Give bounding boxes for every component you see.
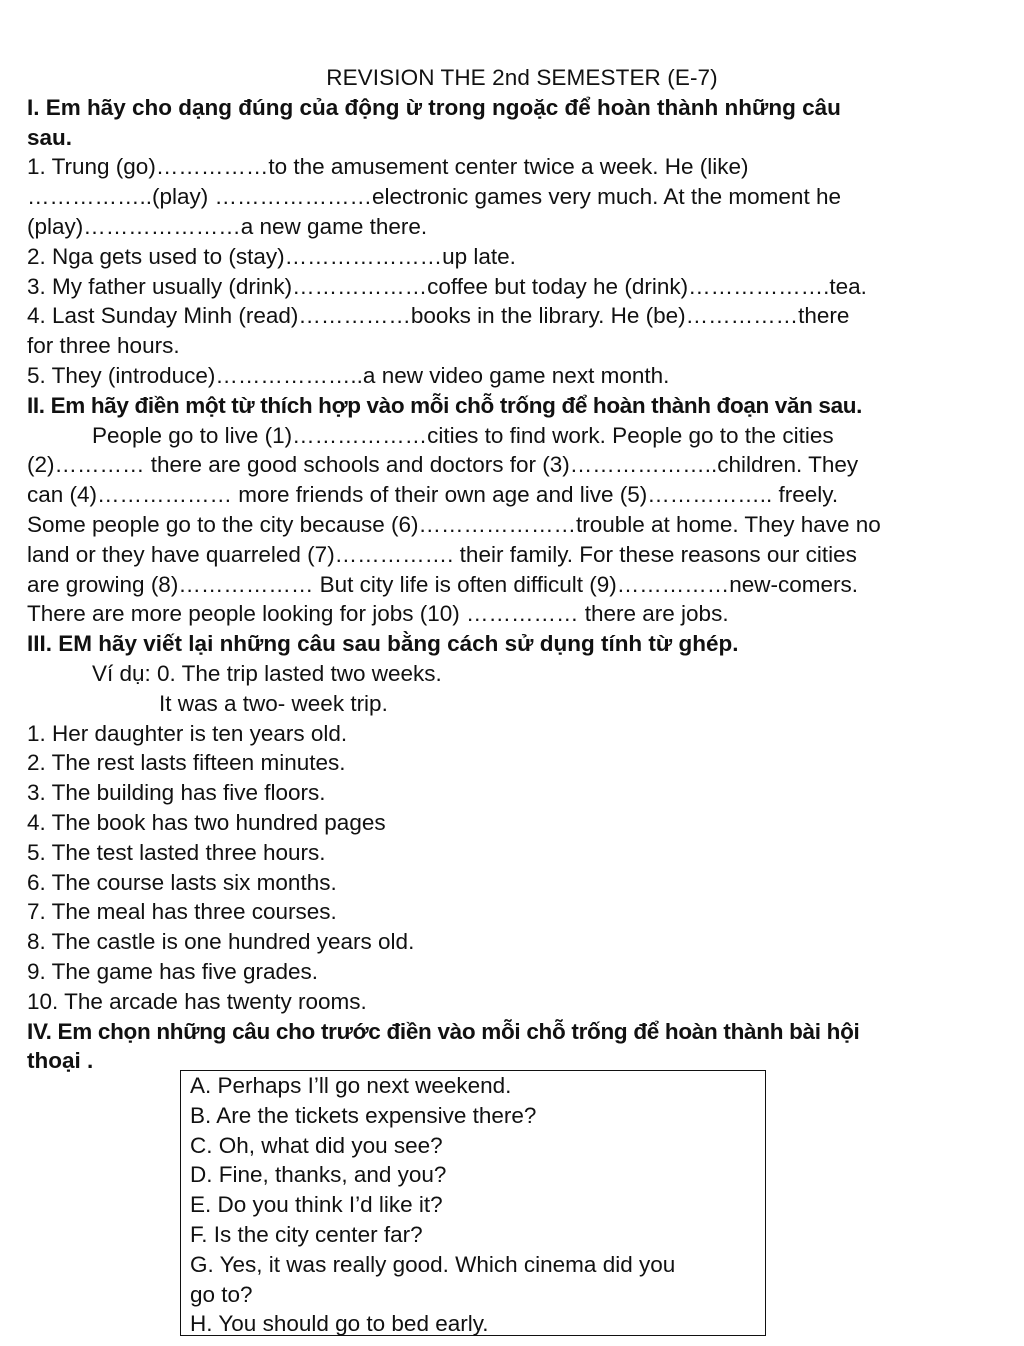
exercise-line: 5. They (introduce)………………..a new video game next month.: [27, 362, 670, 388]
section-2-heading: II. Em hãy điền một từ thích hợp vào mỗi chỗ trống để hoàn thành đoạn văn sau.: [27, 392, 863, 418]
rewrite-item: 10. The arcade has twenty rooms.: [27, 988, 367, 1014]
exercise-line: 3. My father usually (drink)………………coffee but today he (drink)……………….tea.: [27, 273, 867, 299]
paragraph-line: can (4)……………… more friends of their own age and live (5)…………….. freely.: [27, 482, 839, 508]
options-box: [180, 1070, 766, 1336]
exercise-line: 4. Last Sunday Minh (read)……………books in the library. He (be)……………there: [27, 303, 850, 329]
rewrite-item: 5. The test lasted three hours.: [27, 839, 326, 865]
paragraph-line: are growing (8)……………… But city life is often difficult (9)……………new-comers.: [27, 571, 859, 597]
section-2: [27, 391, 1017, 629]
rewrite-item: 7. The meal has three courses.: [27, 899, 337, 925]
option-e: E. Do you think I’d like it?: [190, 1192, 443, 1218]
option-f: F. Is the city center far?: [190, 1221, 423, 1247]
section-4-heading: IV. Em chọn những câu cho trước điền vào mỗi chỗ trống để hoàn thành bài hội: [27, 1018, 860, 1044]
section-3: [27, 629, 1017, 1016]
rewrite-item: 6. The course lasts six months.: [27, 869, 337, 895]
option-c: C. Oh, what did you see?: [190, 1132, 443, 1158]
paragraph-line: (2)………… there are good schools and doctors for (3)………………..children. They: [27, 452, 859, 478]
exercise-line: 2. Nga gets used to (stay)…………………up late.: [27, 243, 516, 269]
section-1-heading-cont: sau.: [27, 124, 73, 150]
option-a: A. Perhaps I’ll go next weekend.: [190, 1073, 512, 1098]
rewrite-item: 8. The castle is one hundred years old.: [27, 929, 415, 955]
exercise-line: for three hours.: [27, 333, 180, 359]
section-1: [27, 93, 1017, 391]
paragraph-line: Some people go to the city because (6)…………………trouble at home. They have no: [27, 511, 881, 537]
rewrite-item: 9. The game has five grades.: [27, 958, 319, 984]
cropped-text-fragment: [30, 1336, 570, 1346]
rewrite-item: 3. The building has five floors.: [27, 780, 326, 806]
option-g: G. Yes, it was really good. Which cinema did you: [190, 1251, 676, 1277]
exercise-line: 1. Trung (go)……………to the amusement center twice a week. He (like): [27, 154, 749, 180]
option-b: B. Are the tickets expensive there?: [190, 1102, 537, 1128]
paragraph-line: People go to live (1)………………cities to find work. People go to the cities: [92, 422, 834, 448]
paragraph-line: land or they have quarreled (7)……………. their family. For these reasons our cities: [27, 541, 857, 567]
section-3-heading: III. EM hãy viết lại những câu sau bằng cách sử dụng tính từ ghép.: [27, 631, 739, 657]
rewrite-item: 2. The rest lasts fifteen minutes.: [27, 750, 346, 776]
option-h: H. You should go to bed early.: [190, 1311, 489, 1337]
worksheet-page: [27, 63, 1017, 1076]
exercise-line: ……………..(play) …………………electronic games very much. At the moment he: [27, 184, 841, 210]
paragraph-line: There are more people looking for jobs (10) …………… there are jobs.: [27, 601, 729, 627]
rewrite-item: 1. Her daughter is ten years old.: [27, 720, 348, 746]
example-sentence: Ví dụ: 0. The trip lasted two weeks.: [92, 660, 442, 686]
section-4: [27, 1017, 1017, 1077]
example-answer: It was a two- week trip.: [159, 690, 388, 716]
option-d: D. Fine, thanks, and you?: [190, 1162, 447, 1188]
page-title: REVISION THE 2nd SEMESTER (E-7): [326, 65, 718, 90]
option-g-cont: go to?: [190, 1281, 253, 1307]
section-1-heading: I. Em hãy cho dạng đúng của động ừ trong ngoặc để hoàn thành những câu: [27, 94, 841, 120]
section-4-heading-cont: thoại .: [27, 1048, 94, 1074]
rewrite-item: 4. The book has two hundred pages: [27, 809, 386, 835]
exercise-line: (play)…………………a new game there.: [27, 213, 428, 239]
